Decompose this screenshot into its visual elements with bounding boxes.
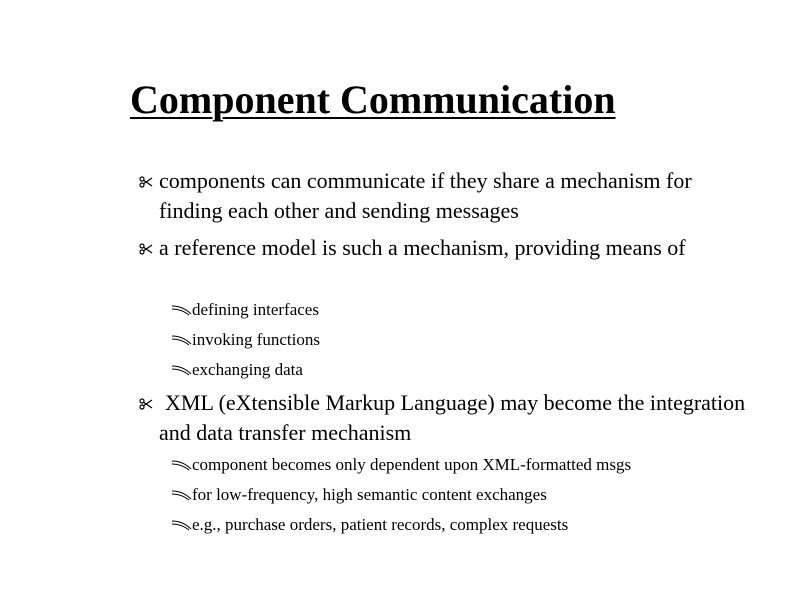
bullet-item: [159, 388, 749, 448]
bullet-item: [159, 233, 749, 263]
scissors-icon: [139, 175, 153, 189]
sub-bullet-item: [192, 515, 568, 535]
scissors-icon: [139, 397, 153, 411]
sub-bullet-item: [192, 330, 320, 350]
sub-bullet-icon: [170, 458, 192, 472]
bullet-item: [159, 166, 749, 226]
sub-bullet-icon: [170, 488, 192, 502]
bullet-text: a reference model is such a mechanism, providing means of: [159, 235, 686, 260]
bullet-text: XML (eXtensible Markup Language) may become the integration and data transfer mechanism: [159, 390, 746, 445]
sub-bullet-text: invoking functions: [192, 330, 320, 349]
slide-title: Component Communication: [130, 77, 616, 122]
sub-bullet-text: component becomes only dependent upon XML-formatted msgs: [192, 455, 632, 474]
bullet-text: components can communicate if they share a mechanism for finding each other and sending messages: [159, 168, 692, 223]
sub-bullet-item: [192, 485, 547, 505]
sub-bullet-text: exchanging data: [192, 360, 303, 379]
sub-bullet-text: defining interfaces: [192, 300, 319, 319]
sub-bullet-item: [192, 360, 303, 380]
sub-bullet-icon: [170, 363, 192, 377]
scissors-icon: [139, 242, 153, 256]
sub-bullet-icon: [170, 518, 192, 532]
sub-bullet-item: [192, 455, 631, 475]
sub-bullet-icon: [170, 333, 192, 347]
sub-bullet-text: e.g., purchase orders, patient records, complex requests: [192, 515, 569, 534]
sub-bullet-item: [192, 300, 319, 320]
sub-bullet-text: for low-frequency, high semantic content exchanges: [192, 485, 547, 504]
sub-bullet-icon: [170, 303, 192, 317]
